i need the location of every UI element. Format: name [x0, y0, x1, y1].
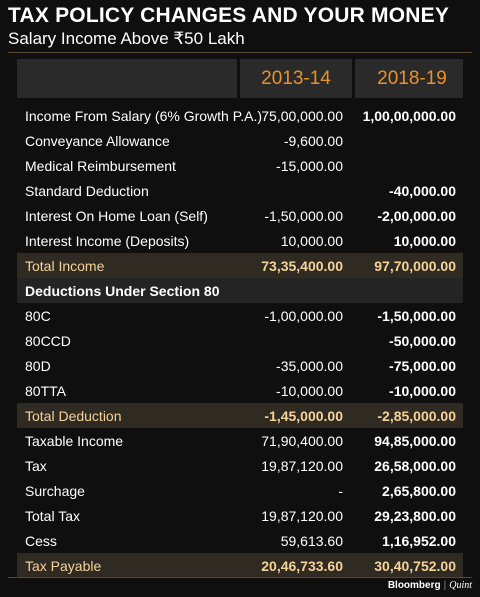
- row-label: Total Income: [25, 257, 105, 274]
- row-label: 80TTA: [25, 382, 66, 399]
- value-2018-19: 30,40,752.00: [374, 557, 456, 574]
- row-label: Interest Income (Deposits): [25, 232, 190, 249]
- column-header-2018-19: 2018-19: [352, 59, 469, 98]
- value-2013-14: -: [338, 482, 343, 499]
- row-label: 80CCD: [25, 332, 71, 349]
- value-2013-14: 73,35,400.00: [261, 257, 343, 274]
- tax-table: [17, 59, 463, 578]
- value-2018-19: 94,85,000.00: [374, 432, 456, 449]
- row-label: Taxable Income: [25, 432, 124, 449]
- value-2018-19: -50,000.00: [389, 332, 456, 349]
- table-header: [17, 59, 463, 98]
- value-2018-19: -75,000.00: [389, 357, 456, 374]
- value-2018-19: 29,23,800.00: [374, 507, 456, 524]
- value-2013-14: 71,90,400.00: [261, 432, 343, 449]
- table-row: [17, 353, 463, 378]
- table-row: [17, 103, 463, 128]
- value-2013-14: -10,000.00: [276, 382, 343, 399]
- page-title: TAX POLICY CHANGES AND YOUR MONEY: [8, 4, 450, 27]
- page-subtitle: Salary Income Above ₹50 Lakh: [8, 29, 245, 48]
- row-label: Conveyance Allowance: [25, 132, 170, 149]
- brand-separator: |: [443, 580, 447, 591]
- table-row: [17, 128, 463, 153]
- value-2018-19: 10,000.00: [393, 232, 456, 249]
- value-2018-19: 1,00,00,000.00: [362, 107, 456, 124]
- table-row: [17, 428, 463, 453]
- value-2018-19: -2,85,000.00: [377, 407, 456, 424]
- value-2013-14: -9,600.00: [283, 132, 343, 149]
- value-2013-14: 10,000.00: [280, 232, 343, 249]
- table-row: [17, 178, 463, 203]
- row-label: Cess: [25, 532, 57, 549]
- value-2013-14: 75,00,000.00: [261, 107, 343, 124]
- table-row: [17, 228, 463, 253]
- value-2013-14: 20,46,733.60: [261, 557, 343, 574]
- value-2018-19: 2,65,800.00: [382, 482, 456, 499]
- row-label: Tax Payable: [25, 557, 102, 574]
- column-header-2013-14: 2013-14: [237, 59, 352, 98]
- table-total-row: [17, 253, 463, 278]
- row-label: Surchage: [25, 482, 85, 499]
- value-2018-19: -1,50,000.00: [377, 307, 456, 324]
- row-label: Deductions Under Section 80: [25, 282, 220, 299]
- table-row: [17, 328, 463, 353]
- value-2013-14: 19,87,120.00: [261, 507, 343, 524]
- row-label: Total Deduction: [25, 407, 122, 424]
- value-2018-19: 1,16,952.00: [382, 532, 456, 549]
- row-label: 80D: [25, 357, 51, 374]
- table-row: [17, 503, 463, 528]
- table-row: [17, 378, 463, 403]
- value-2013-14: -15,000.00: [276, 157, 343, 174]
- table-total-row: [17, 403, 463, 428]
- row-label: Tax: [25, 457, 47, 474]
- title-divider: [8, 52, 472, 53]
- value-2018-19: -40,000.00: [389, 182, 456, 199]
- table-row: [17, 203, 463, 228]
- value-2013-14: -1,00,000.00: [264, 307, 343, 324]
- value-2013-14: -1,50,000.00: [264, 207, 343, 224]
- row-label: Medical Reimbursement: [25, 157, 176, 174]
- value-2018-19: 97,70,000.00: [374, 257, 456, 274]
- row-label: Interest On Home Loan (Self): [25, 207, 208, 224]
- row-label: Standard Deduction: [25, 182, 149, 199]
- table-row: [17, 478, 463, 503]
- table-body: [17, 103, 463, 578]
- table-row: [17, 303, 463, 328]
- table-section-row: [17, 278, 463, 303]
- value-2013-14: -1,45,000.00: [264, 407, 343, 424]
- value-2013-14: -35,000.00: [276, 357, 343, 374]
- brand-logo: [388, 580, 472, 591]
- brand-name: Bloomberg: [387, 580, 441, 591]
- value-2018-19: -10,000.00: [389, 382, 456, 399]
- table-row: [17, 453, 463, 478]
- value-2013-14: 59,613.60: [280, 532, 343, 549]
- table-total-row: [17, 553, 463, 578]
- footer-divider: [8, 577, 472, 578]
- header-blank-cell: [17, 59, 237, 98]
- row-label: 80C: [25, 307, 51, 324]
- table-row: [17, 528, 463, 553]
- row-label: Total Tax: [25, 507, 80, 524]
- value-2018-19: 26,58,000.00: [374, 457, 456, 474]
- value-2018-19: -2,00,000.00: [377, 207, 456, 224]
- row-label: Income From Salary (6% Growth P.A.): [25, 107, 263, 124]
- partner-name: Quint: [449, 580, 472, 591]
- table-row: [17, 153, 463, 178]
- value-2013-14: 19,87,120.00: [261, 457, 343, 474]
